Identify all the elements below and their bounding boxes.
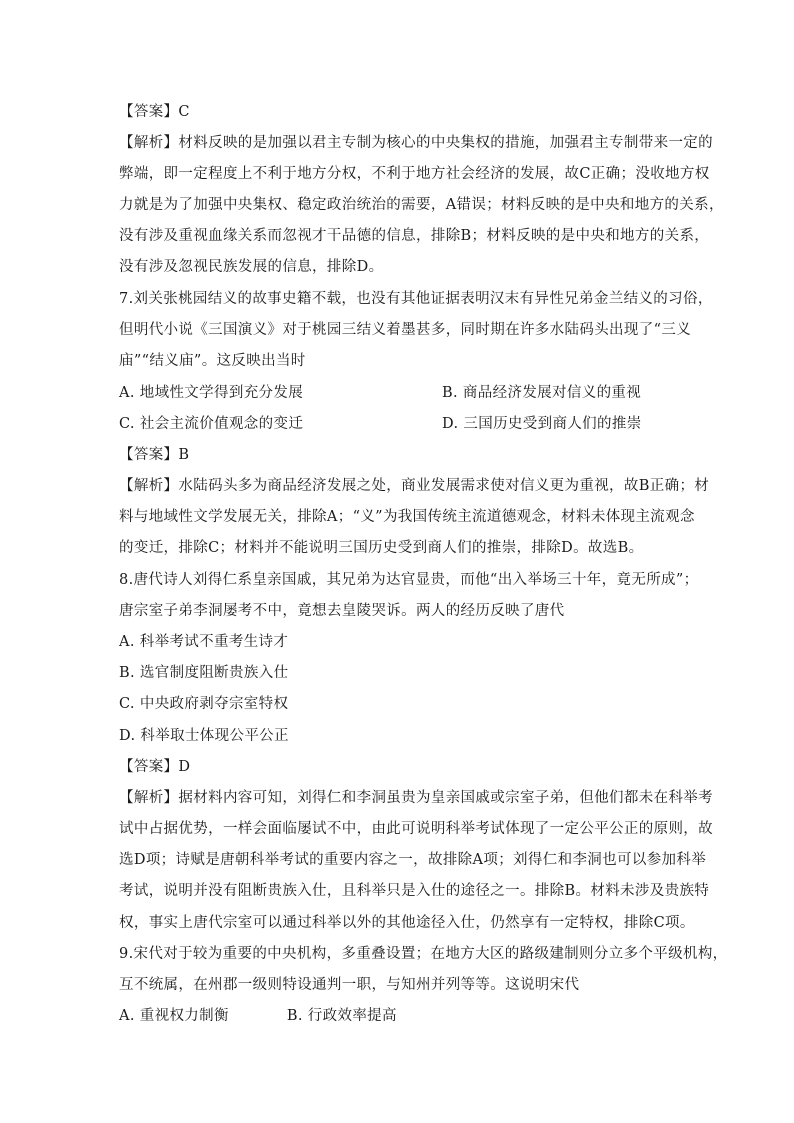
- q7-analysis-line-1: 【解析】水陆码头多为商品经济发展之处，商业发展需求使对信义更为重视，故B正确；材: [119, 478, 710, 494]
- q6-analysis-line-5: 没有涉及忽视民族发展的信息，排除D。: [119, 259, 384, 275]
- q8-analysis-line-1: 【解析】据材料内容可知，刘得仁和李洞虽贵为皇亲国戚或宗室子弟，但他们都未在科举考: [119, 790, 713, 806]
- q7-stem-line-2: 但明代小说《三国演义》对于桃园三结义着墨甚多，同时期在许多水陆码头出现了“三义: [119, 322, 692, 338]
- q8-stem-line-1: 8.唐代诗人刘得仁系皇亲国戚，其兄弟为达官显贵，而他“出入举场三十年，竟无所成”；: [119, 572, 699, 588]
- q6-analysis-line-3: 力就是为了加强中央集权、稳定政治统治的需要，A错误；材料反映的是中央和地方的关系，: [119, 197, 724, 213]
- q8-option-c: C. 中央政府剥夺宗室特权: [119, 696, 289, 712]
- q7-option-d: D. 三国历史受到商人们的推崇: [442, 416, 642, 432]
- q7-option-c: C. 社会主流价值观念的变迁: [119, 416, 304, 432]
- q9-stem-line-2: 互不统属，在州郡一级则特设通判一职，与知州并列等等。这说明宋代: [119, 977, 580, 993]
- q9-option-a: A. 重视权力制衡: [119, 1008, 229, 1024]
- q7-option-b: B. 商品经济发展对信义的重视: [442, 385, 642, 401]
- q7-option-a: A. 地域性文学得到充分发展: [119, 385, 304, 401]
- q9-stem-line-1: 9.宋代对于较为重要的中央机构，多重叠设置；在地方大区的路级建制则分立多个平级机构，: [119, 946, 728, 962]
- q8-option-d: D. 科举取士体现公平公正: [119, 728, 289, 744]
- q8-analysis-line-2: 试中占据优势，一样会面临屡试不中，由此可说明科举考试体现了一定公平公正的原则，故: [119, 821, 713, 837]
- q6-analysis-line-4: 没有涉及重视血缘关系而忽视才干品德的信息，排除B；材料反映的是中央和地方的关系，: [119, 228, 710, 244]
- q7-stem-line-1: 7.刘关张桃园结义的故事史籍不载，也没有其他证据表明汉末有异性兄弟金兰结义的习俗，: [119, 291, 713, 307]
- q8-analysis-line-4: 考试，说明并没有阻断贵族入仕，且科举只是入仕的途径之一。排除B。材料未涉及贵族特: [119, 883, 710, 899]
- q7-analysis-line-2: 料与地域性文学发展无关，排除A；“义”为我国传统主流道德观念，材料未体现主流观念: [119, 509, 695, 525]
- q8-option-a: A. 科举考试不重考生诗才: [119, 634, 289, 650]
- q8-analysis-line-5: 权，事实上唐代宗室可以通过科举以外的其他途径入仕，仍然享有一定特权，排除C项。: [119, 915, 695, 931]
- q9-option-b: B. 行政效率提高: [286, 1008, 397, 1024]
- q9-options-row: [119, 1006, 397, 1026]
- q7-analysis-line-3: 的变迁，排除C；材料并不能说明三国历史受到商人们的推崇，排除D。故选B。: [119, 540, 644, 556]
- q8-answer: 【答案】D: [119, 759, 191, 775]
- q7-stem-line-3: 庙”“结义庙”。这反映出当时: [119, 353, 306, 369]
- q7-answer: 【答案】B: [119, 447, 190, 463]
- q8-stem-line-2: 唐宗室子弟李洞屡考不中，竟想去皇陵哭诉。两人的经历反映了唐代: [119, 603, 565, 619]
- q8-analysis-line-3: 选D项；诗赋是唐朝科举考试的重要内容之一，故排除A项；刘得仁和李洞也可以参加科举: [119, 852, 707, 868]
- q6-analysis-line-2: 弊端，即一定程度上不利于地方分权，不利于地方社会经济的发展，故C正确；没收地方权: [119, 166, 710, 182]
- q8-option-b: B. 选官制度阻断贵族入仕: [119, 665, 289, 681]
- q6-answer: 【答案】C: [119, 104, 190, 120]
- q6-analysis-line-1: 【解析】材料反映的是加强以君主专制为核心的中央集权的措施，加强君主专制带来一定的: [119, 135, 713, 151]
